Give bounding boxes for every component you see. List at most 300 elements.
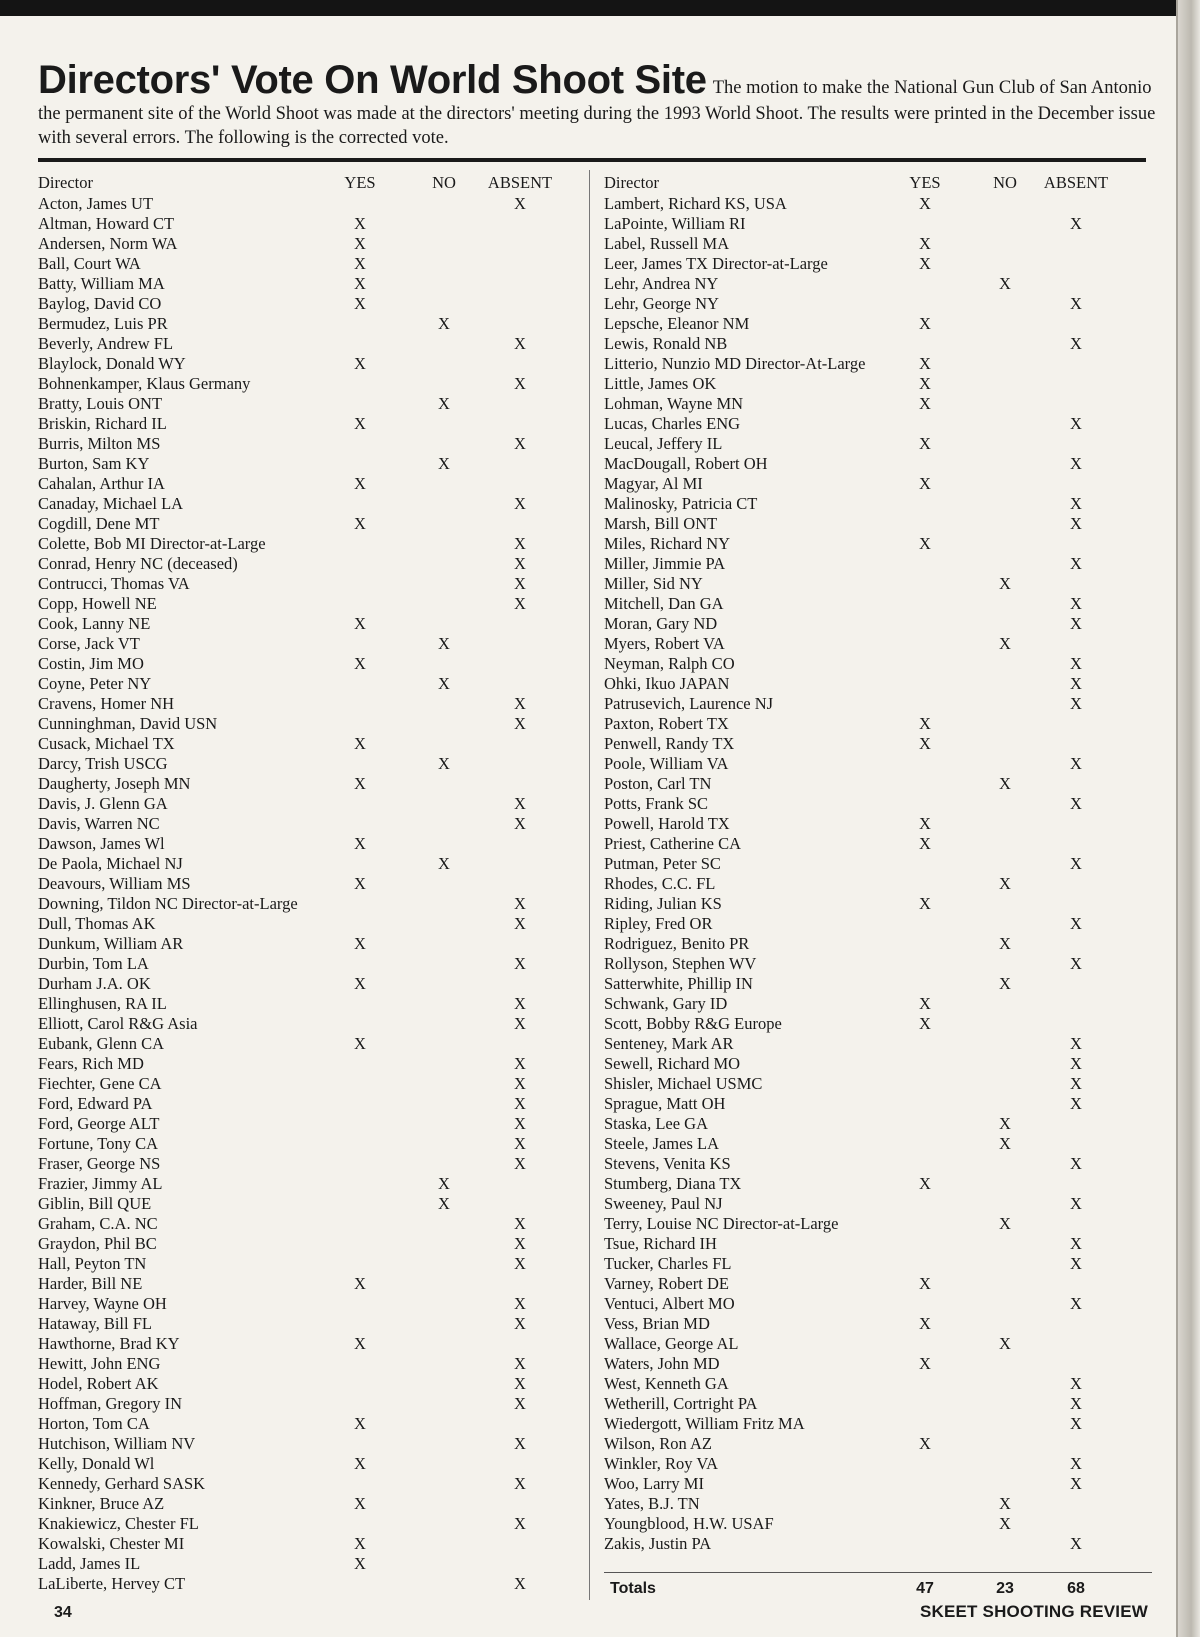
director-name: Hall, Peyton TN: [38, 1254, 147, 1273]
vote-yes: X: [919, 894, 931, 913]
director-name: Riding, Julian KS: [604, 894, 722, 913]
director-name: Litterio, Nunzio MD Director-At-Large: [604, 354, 866, 373]
vote-absent: X: [1070, 754, 1082, 773]
table-row: [38, 194, 573, 214]
table-row: [38, 534, 573, 554]
director-name: Davis, Warren NC: [38, 814, 160, 833]
table-row: [38, 254, 573, 274]
table-row: [38, 1094, 573, 1114]
director-name: Miller, Sid NY: [604, 574, 703, 593]
vote-yes: X: [919, 194, 931, 213]
vote-absent: X: [514, 1114, 526, 1133]
director-name: Cogdill, Dene MT: [38, 514, 160, 533]
vote-yes: X: [354, 514, 366, 533]
director-name: Durbin, Tom LA: [38, 954, 149, 973]
vote-yes: X: [919, 1354, 931, 1373]
table-row: [38, 1234, 573, 1254]
article-intro: The motion to make the National Gun Club of San Antonio the permanent site of the World Shoot was made at the directors' meeting during the 1993 World Shoot. The results were printed in the December issue with several errors. The following is the corrected vote.: [38, 78, 1156, 148]
table-row: [38, 734, 573, 754]
vote-yes: X: [919, 474, 931, 493]
director-name: Ford, George ALT: [38, 1114, 160, 1133]
director-name: Altman, Howard CT: [38, 214, 175, 233]
vote-absent: X: [514, 1574, 526, 1593]
table-row: [604, 1454, 1149, 1474]
totals-row: [604, 1578, 1149, 1600]
table-row: [604, 374, 1149, 394]
director-name: Yates, B.J. TN: [604, 1494, 700, 1513]
director-name: Horton, Tom CA: [38, 1414, 150, 1433]
vote-absent: X: [514, 1234, 526, 1253]
table-row: [38, 1294, 573, 1314]
vote-no: X: [438, 314, 450, 333]
header-no: NO: [993, 173, 1017, 192]
vote-yes: X: [919, 1314, 931, 1333]
director-name: Cusack, Michael TX: [38, 734, 175, 753]
table-header: [604, 172, 1149, 194]
vote-absent: X: [1070, 294, 1082, 313]
table-row: [604, 914, 1149, 934]
director-name: Woo, Larry MI: [604, 1474, 704, 1493]
article-headline: [38, 58, 1158, 150]
director-name: Corse, Jack VT: [38, 634, 140, 653]
director-name: Lucas, Charles ENG: [604, 414, 741, 433]
vote-absent: X: [514, 1054, 526, 1073]
table-row: [38, 1514, 573, 1534]
director-name: Putman, Peter SC: [604, 854, 721, 873]
director-name: Tucker, Charles FL: [604, 1254, 732, 1273]
vote-yes: X: [354, 414, 366, 433]
table-row: [38, 1534, 573, 1554]
director-name: Magyar, Al MI: [604, 474, 703, 493]
director-name: Hutchison, William NV: [38, 1434, 196, 1453]
vote-yes: X: [354, 834, 366, 853]
table-row: [38, 454, 573, 474]
vote-absent: X: [514, 374, 526, 393]
table-row: [38, 554, 573, 574]
director-name: Ford, Edward PA: [38, 1094, 153, 1113]
director-name: Bermudez, Luis PR: [38, 314, 168, 333]
table-row: [38, 1114, 573, 1134]
director-name: Ventuci, Albert MO: [604, 1294, 735, 1313]
table-row: [604, 1054, 1149, 1074]
director-name: Myers, Robert VA: [604, 634, 725, 653]
table-row: [38, 474, 573, 494]
vote-absent: X: [1070, 454, 1082, 473]
vote-yes: X: [919, 1434, 931, 1453]
table-row: [604, 1214, 1149, 1234]
table-row: [38, 974, 573, 994]
header-absent: ABSENT: [487, 173, 553, 192]
table-row: [38, 1054, 573, 1074]
vote-yes: X: [919, 434, 931, 453]
vote-yes: X: [354, 214, 366, 233]
table-row: [38, 994, 573, 1014]
director-name: Malinosky, Patricia CT: [604, 494, 758, 513]
director-name: Senteney, Mark AR: [604, 1034, 734, 1053]
vote-absent: X: [1070, 1374, 1082, 1393]
director-name: Youngblood, H.W. USAF: [604, 1514, 774, 1533]
director-name: Terry, Louise NC Director-at-Large: [604, 1214, 839, 1233]
table-row: [38, 894, 573, 914]
table-row: [38, 354, 573, 374]
vote-yes: X: [354, 654, 366, 673]
table-row: [38, 434, 573, 454]
director-name: Ellinghusen, RA IL: [38, 994, 167, 1013]
vote-absent: X: [514, 1134, 526, 1153]
table-row: [604, 834, 1149, 854]
vote-yes: X: [354, 934, 366, 953]
director-name: Beverly, Andrew FL: [38, 334, 174, 353]
table-row: [604, 594, 1149, 614]
table-row: [604, 1354, 1149, 1374]
vote-absent: X: [1070, 1474, 1082, 1493]
director-name: Burton, Sam KY: [38, 454, 150, 473]
vote-absent: X: [514, 1154, 526, 1173]
vote-yes: X: [919, 374, 931, 393]
table-row: [604, 434, 1149, 454]
vote-no: X: [438, 674, 450, 693]
vote-yes: X: [919, 994, 931, 1013]
director-name: Contrucci, Thomas VA: [38, 574, 190, 593]
vote-no: X: [438, 1194, 450, 1213]
table-row: [604, 1154, 1149, 1174]
director-name: Little, James OK: [604, 374, 717, 393]
table-row: [604, 1514, 1149, 1534]
vote-absent: X: [1070, 654, 1082, 673]
director-name: Costin, Jim MO: [38, 654, 144, 673]
vote-yes: X: [354, 1414, 366, 1433]
vote-table-left: [38, 172, 573, 1594]
totals-label: Totals: [610, 1580, 656, 1597]
vote-absent: X: [514, 894, 526, 913]
director-name: Briskin, Richard IL: [38, 414, 167, 433]
director-name: Graydon, Phil BC: [38, 1234, 157, 1253]
vote-no: X: [999, 1214, 1011, 1233]
table-row: [604, 1034, 1149, 1054]
table-row: [38, 934, 573, 954]
director-name: Daugherty, Joseph MN: [38, 774, 191, 793]
table-row: [38, 874, 573, 894]
director-name: Hawthorne, Brad KY: [38, 1334, 180, 1353]
director-name: Poston, Carl TN: [604, 774, 712, 793]
director-name: Ladd, James IL: [38, 1554, 141, 1573]
vote-absent: X: [514, 434, 526, 453]
vote-absent: X: [514, 694, 526, 713]
table-row: [38, 494, 573, 514]
table-row: [604, 194, 1149, 214]
director-name: Cahalan, Arthur IA: [38, 474, 165, 493]
table-row: [38, 1454, 573, 1474]
table-row: [38, 1154, 573, 1174]
table-row: [38, 1174, 573, 1194]
table-row: [604, 1094, 1149, 1114]
director-name: Satterwhite, Phillip IN: [604, 974, 753, 993]
director-name: LaPointe, William RI: [604, 214, 746, 233]
header-no: NO: [432, 173, 456, 192]
director-name: Giblin, Bill QUE: [38, 1194, 152, 1213]
director-name: Patrusevich, Laurence NJ: [604, 694, 774, 713]
vote-no: X: [999, 1334, 1011, 1353]
vote-absent: X: [514, 794, 526, 813]
table-row: [604, 294, 1149, 314]
table-row: [604, 634, 1149, 654]
vote-table-right: [604, 172, 1149, 1554]
header-director: Director: [604, 173, 659, 192]
table-row: [38, 314, 573, 334]
director-name: Frazier, Jimmy AL: [38, 1174, 163, 1193]
director-name: Ripley, Fred OR: [604, 914, 713, 933]
table-row: [38, 1474, 573, 1494]
vote-absent: X: [1070, 694, 1082, 713]
table-row: [38, 714, 573, 734]
table-row: [604, 514, 1149, 534]
vote-absent: X: [1070, 1094, 1082, 1113]
director-name: Hoffman, Gregory IN: [38, 1394, 183, 1413]
vote-yes: X: [354, 974, 366, 993]
director-name: Wiedergott, William Fritz MA: [604, 1414, 805, 1433]
director-name: Graham, C.A. NC: [38, 1214, 158, 1233]
table-row: [38, 1394, 573, 1414]
table-row: [604, 414, 1149, 434]
vote-no: X: [999, 1494, 1011, 1513]
table-row: [38, 1034, 573, 1054]
director-name: Leucal, Jeffery IL: [604, 434, 723, 453]
vote-no: X: [999, 574, 1011, 593]
table-row: [604, 674, 1149, 694]
table-row: [38, 234, 573, 254]
table-row: [38, 1014, 573, 1034]
table-row: [38, 1074, 573, 1094]
table-body: [38, 194, 573, 1594]
table-row: [604, 1114, 1149, 1134]
vote-absent: X: [514, 1434, 526, 1453]
director-name: Potts, Frank SC: [604, 794, 709, 813]
vote-absent: X: [514, 534, 526, 553]
director-name: Marsh, Bill ONT: [604, 514, 718, 533]
table-row: [604, 214, 1149, 234]
vote-yes: X: [354, 1454, 366, 1473]
director-name: Kowalski, Chester MI: [38, 1534, 185, 1553]
table-row: [38, 654, 573, 674]
vote-no: X: [438, 854, 450, 873]
vote-no: X: [438, 634, 450, 653]
vote-absent: X: [1070, 1074, 1082, 1093]
vote-yes: X: [354, 874, 366, 893]
vote-absent: X: [514, 194, 526, 213]
table-row: [38, 774, 573, 794]
director-name: Schwank, Gary ID: [604, 994, 728, 1013]
director-name: Davis, J. Glenn GA: [38, 794, 168, 813]
vote-no: X: [438, 394, 450, 413]
vote-no: X: [999, 934, 1011, 953]
table-row: [604, 1294, 1149, 1314]
director-name: Baylog, David CO: [38, 294, 162, 313]
director-name: Sewell, Richard MO: [604, 1054, 741, 1073]
vote-no: X: [438, 754, 450, 773]
publication-name: SKEET SHOOTING REVIEW: [919, 1602, 1148, 1621]
table-row: [38, 834, 573, 854]
vote-no: X: [438, 454, 450, 473]
table-row: [38, 954, 573, 974]
director-name: Fortune, Tony CA: [38, 1134, 159, 1153]
director-name: Zakis, Justin PA: [604, 1534, 712, 1553]
director-name: MacDougall, Robert OH: [604, 454, 768, 473]
vote-yes: X: [919, 734, 931, 753]
table-row: [604, 1174, 1149, 1194]
vote-absent: X: [1070, 1254, 1082, 1273]
table-row: [604, 474, 1149, 494]
director-name: Label, Russell MA: [604, 234, 730, 253]
vote-absent: X: [1070, 1294, 1082, 1313]
director-name: West, Kenneth GA: [604, 1374, 729, 1393]
table-row: [38, 814, 573, 834]
vote-absent: X: [1070, 954, 1082, 973]
vote-absent: X: [514, 494, 526, 513]
table-row: [604, 974, 1149, 994]
vote-absent: X: [1070, 1234, 1082, 1253]
column-separator: [589, 170, 590, 1600]
header-director: Director: [38, 173, 93, 192]
table-row: [604, 854, 1149, 874]
director-name: Lambert, Richard KS, USA: [604, 194, 787, 213]
director-name: Varney, Robert DE: [604, 1274, 729, 1293]
table-row: [38, 514, 573, 534]
page-number: 34: [54, 1604, 72, 1621]
vote-absent: X: [1070, 1454, 1082, 1473]
vote-absent: X: [1070, 914, 1082, 933]
vote-yes: X: [354, 1494, 366, 1513]
director-name: Rollyson, Stephen WV: [604, 954, 757, 973]
vote-absent: X: [514, 954, 526, 973]
totals-no: 23: [996, 1580, 1014, 1597]
table-row: [604, 1134, 1149, 1154]
table-row: [604, 274, 1149, 294]
director-name: Neyman, Ralph CO: [604, 654, 735, 673]
table-row: [604, 1474, 1149, 1494]
vote-yes: X: [919, 1174, 931, 1193]
table-row: [604, 954, 1149, 974]
table-row: [38, 1374, 573, 1394]
table-row: [604, 1074, 1149, 1094]
vote-no: X: [999, 774, 1011, 793]
vote-absent: X: [514, 1294, 526, 1313]
director-name: Acton, James UT: [38, 194, 154, 213]
vote-absent: X: [1070, 214, 1082, 233]
vote-yes: X: [919, 234, 931, 253]
director-name: Harder, Bill NE: [38, 1274, 143, 1293]
table-row: [38, 1494, 573, 1514]
director-name: De Paola, Michael NJ: [38, 854, 183, 873]
table-row: [38, 614, 573, 634]
director-name: Waters, John MD: [604, 1354, 720, 1373]
director-name: Leer, James TX Director-at-Large: [604, 254, 828, 273]
table-row: [604, 994, 1149, 1014]
headline-rule: [38, 158, 1146, 162]
vote-absent: X: [1070, 1034, 1082, 1053]
header-yes: YES: [909, 173, 941, 192]
director-name: LaLiberte, Hervey CT: [38, 1574, 186, 1593]
director-name: Scott, Bobby R&G Europe: [604, 1014, 782, 1033]
binding-gutter: [1178, 0, 1200, 1637]
table-row: [38, 414, 573, 434]
director-name: Hodel, Robert AK: [38, 1374, 159, 1393]
director-name: Vess, Brian MD: [604, 1314, 710, 1333]
director-name: Poole, William VA: [604, 754, 729, 773]
director-name: Canaday, Michael LA: [38, 494, 184, 513]
table-row: [604, 1314, 1149, 1334]
vote-no: X: [999, 1514, 1011, 1533]
table-row: [38, 1554, 573, 1574]
director-name: Rodriguez, Benito PR: [604, 934, 750, 953]
table-row: [604, 894, 1149, 914]
vote-absent: X: [514, 714, 526, 733]
table-row: [38, 274, 573, 294]
table-row: [604, 794, 1149, 814]
director-name: Lepsche, Eleanor NM: [604, 314, 750, 333]
director-name: Lehr, George NY: [604, 294, 719, 313]
page-top-edge: [0, 0, 1200, 16]
totals-rule: [604, 1572, 1152, 1573]
table-row: [38, 394, 573, 414]
director-name: Cook, Lanny NE: [38, 614, 151, 633]
vote-absent: X: [1070, 414, 1082, 433]
vote-absent: X: [514, 574, 526, 593]
director-name: Dunkum, William AR: [38, 934, 184, 953]
director-name: Elliott, Carol R&G Asia: [38, 1014, 198, 1033]
table-row: [38, 674, 573, 694]
table-row: [604, 1194, 1149, 1214]
table-row: [604, 534, 1149, 554]
table-row: [38, 854, 573, 874]
table-row: [604, 1394, 1149, 1414]
table-row: [604, 1534, 1149, 1554]
director-name: Shisler, Michael USMC: [604, 1074, 763, 1093]
director-name: Staska, Lee GA: [604, 1114, 709, 1133]
table-row: [604, 494, 1149, 514]
vote-absent: X: [1070, 1054, 1082, 1073]
vote-yes: X: [354, 1274, 366, 1293]
table-row: [38, 1354, 573, 1374]
vote-no: X: [999, 1134, 1011, 1153]
table-row: [604, 334, 1149, 354]
director-name: Hataway, Bill FL: [38, 1314, 152, 1333]
director-name: Copp, Howell NE: [38, 594, 157, 613]
table-row: [604, 874, 1149, 894]
vote-absent: X: [1070, 594, 1082, 613]
table-row: [38, 1414, 573, 1434]
vote-absent: X: [1070, 1154, 1082, 1173]
director-name: Ohki, Ikuo JAPAN: [604, 674, 730, 693]
director-name: Rhodes, C.C. FL: [604, 874, 716, 893]
vote-absent: X: [1070, 614, 1082, 633]
vote-absent: X: [1070, 494, 1082, 513]
vote-yes: X: [354, 1034, 366, 1053]
director-name: Darcy, Trish USCG: [38, 754, 168, 773]
vote-absent: X: [514, 1514, 526, 1533]
totals-yes: 47: [916, 1580, 934, 1597]
table-row: [38, 374, 573, 394]
table-row: [604, 1274, 1149, 1294]
director-name: Conrad, Henry NC (deceased): [38, 554, 238, 573]
director-name: Kinkner, Bruce AZ: [38, 1494, 165, 1513]
table-row: [604, 314, 1149, 334]
table-row: [604, 454, 1149, 474]
vote-yes: X: [919, 834, 931, 853]
table-row: [38, 1134, 573, 1154]
vote-yes: X: [919, 534, 931, 553]
table-row: [38, 1274, 573, 1294]
table-row: [604, 574, 1149, 594]
